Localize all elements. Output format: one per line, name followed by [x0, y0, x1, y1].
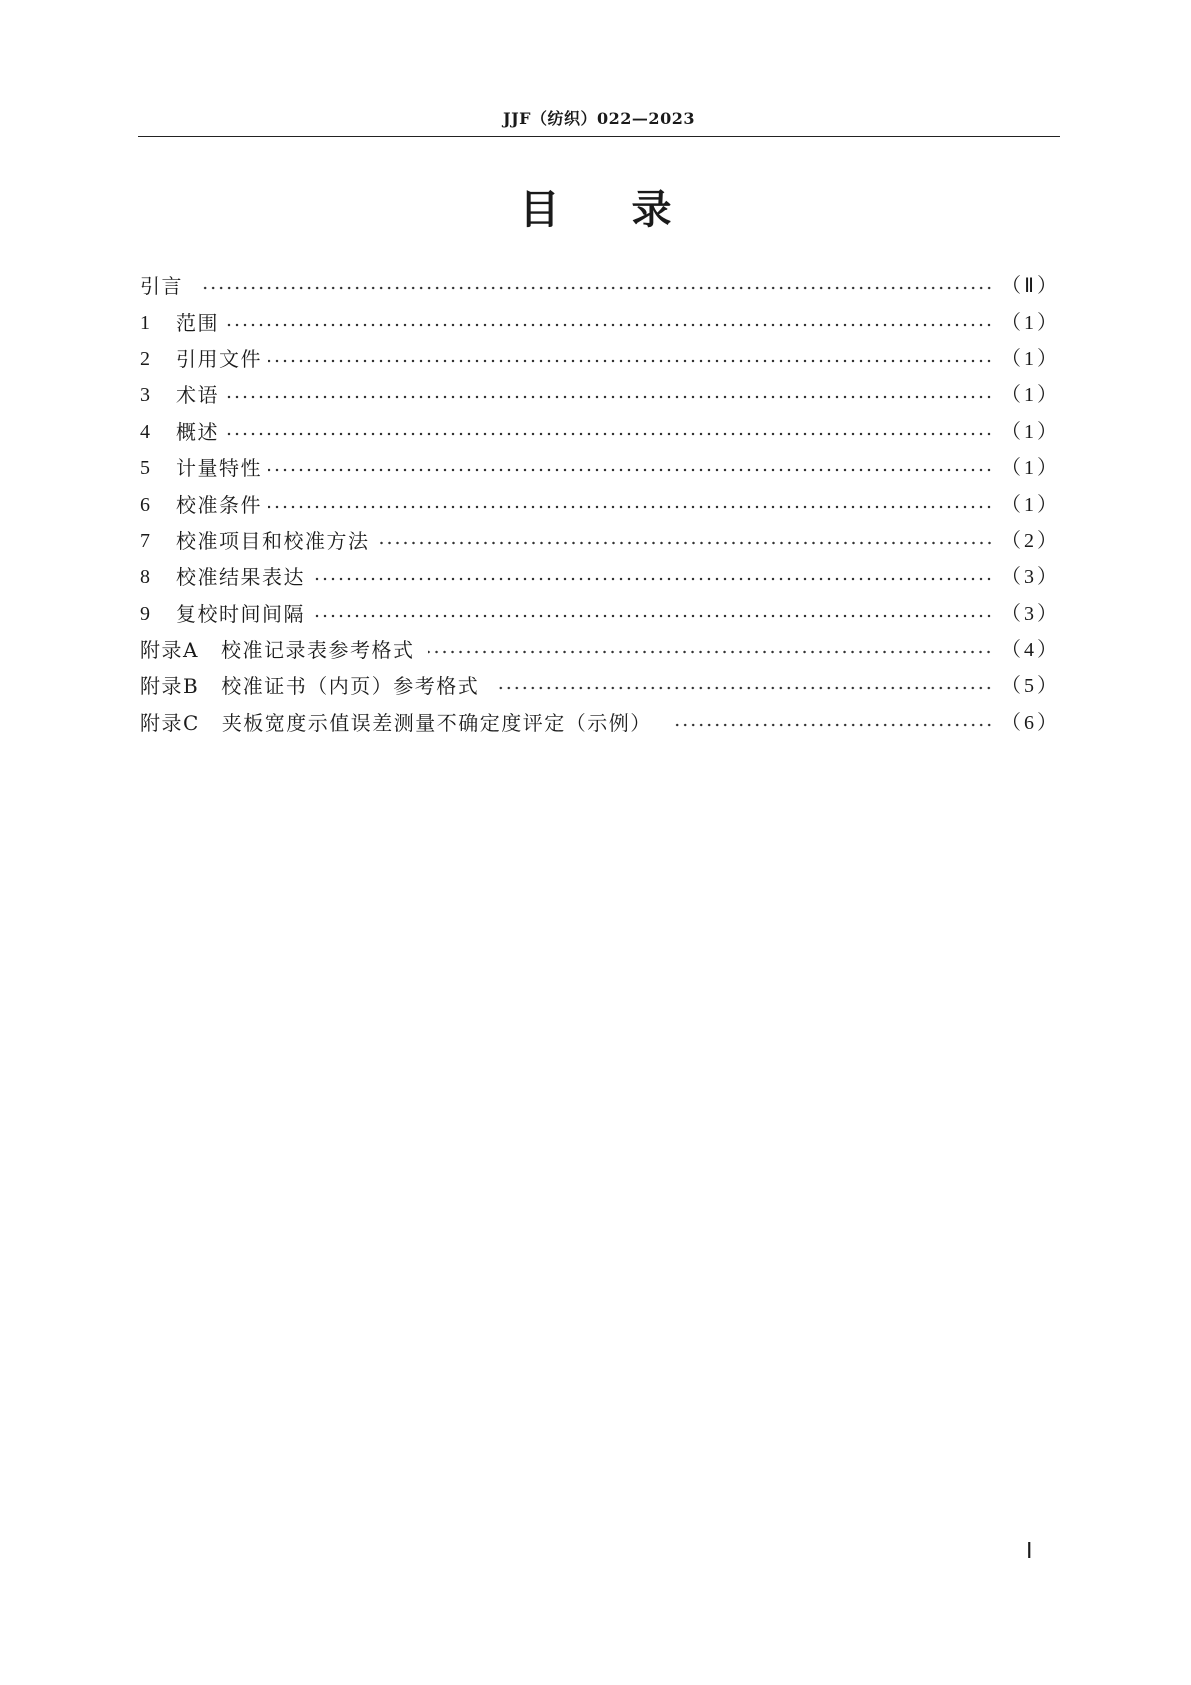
leader-dots	[225, 323, 993, 327]
leader-dots	[201, 286, 993, 290]
toc-page: （3）	[1001, 602, 1060, 625]
toc-page: （4）	[1001, 639, 1060, 662]
standard-code: JJF（纺织）022—2023	[503, 109, 695, 128]
title-char-2: 录	[631, 187, 672, 233]
toc-entry-6[interactable]	[140, 486, 1060, 522]
page-number: Ⅰ	[1026, 1538, 1033, 1563]
toc-entry-2[interactable]	[140, 341, 1060, 377]
toc-entry-appendix-b[interactable]	[140, 668, 1060, 704]
leader-dots	[311, 614, 993, 618]
toc-entry-appendix-c[interactable]	[140, 705, 1060, 741]
toc-label: 附录A	[140, 638, 199, 663]
toc-label: 引用文件	[176, 346, 262, 371]
toc-number: 7	[140, 529, 150, 552]
toc-number: 6	[140, 493, 150, 516]
toc-label: 附录C	[140, 710, 200, 735]
toc-number: 2	[140, 347, 150, 370]
toc-label: 概述	[176, 419, 219, 444]
toc-page: （1）	[1001, 420, 1060, 443]
toc-entry-5[interactable]	[140, 450, 1060, 486]
toc-sublabel: 夹板宽度示值误差测量不确定度评定（示例）	[221, 710, 652, 735]
header-rule	[138, 136, 1060, 137]
toc-page: （1）	[1001, 311, 1060, 334]
toc-number: 3	[140, 384, 150, 407]
toc-page: （1）	[1001, 384, 1060, 407]
leader-dots	[268, 505, 993, 509]
leader-dots	[225, 395, 993, 399]
toc-entry-8[interactable]	[140, 559, 1060, 595]
toc-page: （3）	[1001, 566, 1060, 589]
leader-dots	[311, 577, 993, 581]
toc-label: 术语	[176, 383, 219, 408]
toc-label: 引言	[140, 274, 183, 299]
toc-entry-foreword[interactable]	[140, 268, 1060, 304]
leader-dots	[268, 468, 993, 472]
toc-page: （1）	[1001, 347, 1060, 370]
toc-entry-3[interactable]	[140, 377, 1060, 413]
toc-page: （1）	[1001, 457, 1060, 480]
toc-label: 校准项目和校准方法	[176, 528, 370, 553]
table-of-contents	[140, 268, 1060, 741]
toc-sublabel: 校准证书（内页）参考格式	[221, 674, 480, 699]
toc-label: 范围	[176, 310, 219, 335]
toc-page: （Ⅱ）	[1001, 275, 1060, 298]
toc-label: 校准条件	[176, 492, 262, 517]
toc-number: 5	[140, 457, 150, 480]
toc-number: 1	[140, 311, 150, 334]
page-title	[0, 185, 1191, 235]
title-char-1: 目	[519, 187, 560, 233]
toc-sublabel: 校准记录表参考格式	[220, 638, 415, 663]
toc-number: 4	[140, 420, 150, 443]
toc-entry-appendix-a[interactable]	[140, 632, 1060, 668]
toc-page: （6）	[1001, 711, 1060, 734]
toc-number: 9	[140, 602, 150, 625]
toc-entry-1[interactable]	[140, 304, 1060, 340]
leader-dots	[225, 432, 993, 436]
toc-entry-7[interactable]	[140, 523, 1060, 559]
toc-page: （1）	[1001, 493, 1060, 516]
leader-dots	[674, 723, 993, 727]
toc-entry-4[interactable]	[140, 414, 1060, 450]
toc-entry-9[interactable]	[140, 596, 1060, 632]
toc-label: 附录B	[140, 674, 200, 699]
toc-page: （5）	[1001, 675, 1060, 698]
toc-label: 计量特性	[176, 456, 262, 481]
leader-dots	[376, 541, 994, 545]
running-header	[138, 100, 1060, 138]
toc-number: 8	[140, 566, 150, 589]
leader-dots	[497, 686, 993, 690]
toc-label: 校准结果表达	[176, 565, 305, 590]
toc-page: （2）	[1001, 529, 1060, 552]
leader-dots	[428, 650, 993, 654]
leader-dots	[268, 359, 993, 363]
toc-label: 复校时间间隔	[176, 601, 305, 626]
